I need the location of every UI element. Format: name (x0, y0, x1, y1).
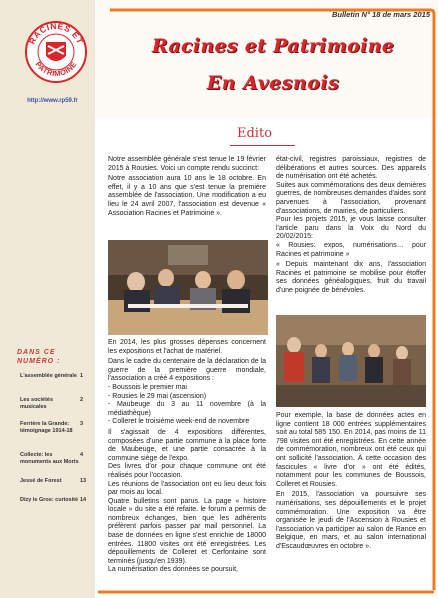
bulletin-issue: Bulletin N° 18 de mars 2015 (331, 10, 430, 19)
list-item: - Maubeuge du 3 au 11 novembre (à la médiathèque) (108, 401, 266, 417)
section-title-underline (230, 145, 295, 146)
right-column-bottom (276, 412, 426, 554)
paragraph: Il s'agissait de 4 expositions différentes, composées d'une partie commune à la place forte de Maubeuge, et une partie consacrée à la commune siège de l'expo. (108, 428, 266, 462)
toc-item[interactable]: Les sociétés musicales (20, 397, 54, 410)
paragraph: « Rousies: expos, numérisations… pour Racines et patrimoine » (276, 241, 426, 258)
meeting-photo-2 (276, 315, 426, 407)
toc-item[interactable]: Collecte: les monuments aux Morts (20, 452, 79, 465)
toc-page-number: 14 (80, 497, 87, 503)
paragraph: La numérisation des données se poursuit, (108, 566, 238, 574)
paragraph: Pour exemple, la base de données actes en ligne contient 18 000 entrées supplémentaires soit au total 585 150. En 2014, pas moins de 11 798 visites ont été enregistrées. En cette année de commémoration, nombreux ont été ceux qui ont sollicité l'association. À cette occasion des fascicules « livre d'or » ont été édités, notamment pour les communes de Boussois, Colleret et Rousies. (276, 412, 426, 488)
paragraph: Les réunions de l'association ont eu lieu deux fois par mois au local. (108, 480, 266, 497)
toc-title: DANS CE NUMÉRO : (17, 349, 61, 365)
toc-item[interactable]: Ferrière la Grande: témoignage 1914-18 (20, 421, 73, 434)
toc-item[interactable]: Jessé de Forest (20, 478, 62, 484)
paragraph: Pour les projets 2015, je vous laisse consulter l'article paru dans la Voix du Nord du 20/02/2015: (276, 216, 426, 241)
left-column-bottom (108, 339, 266, 575)
paragraph: Notre assemblée générale s'est tenue le 19 février 2015 à Rousies. Voici un compte rendu succinct: (108, 156, 266, 172)
paragraph: Dans le cadre du centenaire de la déclaration de la guerre de la première guerre mondiale, l'association a créé 4 expositions : (108, 358, 266, 383)
paragraph: En 2015, l'association va poursuivre ses numérisations, ses dépouillements et le projet commémoration. Une exposition va être organisée le jeudi de l'Ascension à Rousies et l'association va participer au salon de Rance en Belgique, en mars, et au salon international d'Escaudœuvres en octobre ». (276, 491, 426, 550)
paragraph: En 2014, les plus grosses dépenses concernent les expositions et l'achat de matériel. (108, 339, 266, 355)
meeting-photo-1 (108, 240, 268, 335)
list-item: - Colleret le troisième week-end de novembre (108, 418, 250, 426)
list-item: - Boussois le premier mai (108, 383, 187, 391)
toc-page-number: 4 (80, 452, 84, 458)
toc-item[interactable]: L'assemblée générale (20, 373, 77, 379)
left-column-top (108, 156, 266, 220)
section-title: Edito (237, 126, 273, 141)
website-url[interactable]: http://www.rp59.fr (27, 98, 78, 104)
toc-page-number: 3 (80, 421, 84, 427)
logo-text-ring (24, 20, 88, 84)
paragraph: Quatre bulletins sont parus. La page « histoire locale » du site a été refaite. le forum a permis de nombreux échanges, bien que les adhérents préfèrent parfois passer par mail personnel. La base de données en ligne s'est enrichie de 18000 entrées. 11800 visites ont été enregistrées. Les dépouillements de Colleret et Cerfontaine sont terminés (jusqu'en 1939). (108, 497, 266, 565)
list-item: - Rousies le 29 mai (ascension) (108, 392, 207, 400)
svg-text:RACINES ET (27, 21, 86, 46)
paragraph: Des livres d'or pour chaque commune ont été réalisés pour l'occasion. (108, 463, 266, 479)
paragraph: Suites aux commémorations des deux dernières guerres, de nombreuses demandes d'aides sont parvenues à l'association, provenant d'associations, de mairies, de particuliers. (276, 181, 426, 215)
toc-page-number: 1 (80, 373, 84, 379)
title-line-2: En Avesnois (206, 72, 340, 94)
paragraph: état-civil, registres paroissiaux, registres de délibérations et autres sources. Des appareils de numérisation ont été achetés. (276, 156, 426, 181)
svg-text:PATRIMOINE (33, 60, 78, 78)
logo-text-top: RACINES ET (26, 20, 86, 46)
left-sidebar-background (0, 0, 95, 598)
title-line-1: Racines et Patrimoine (151, 35, 395, 57)
logo-text-bottom: PATRIMOINE (33, 59, 79, 79)
paragraph: Notre association aura 10 ans le 18 octobre. En effet, il y a 10 ans que s'est tenue la première assemblée de l'association. Une modification a eu lieu le 24 avril 2007, l'association est devenue « Association Racines et Patrimoine ». (108, 175, 266, 217)
toc-page-number: 2 (80, 397, 84, 403)
right-column-top (276, 156, 426, 298)
paragraph: « Depuis maintenant dix ans, l'association Racines et patrimoine se mobilise pour étoffer ses données généalogiques, fruit du travail d'une poignée de bénévoles. (276, 261, 426, 294)
toc-item[interactable]: Dizy le Gros: curiosité (20, 497, 79, 503)
toc-page-number: 13 (80, 478, 87, 484)
